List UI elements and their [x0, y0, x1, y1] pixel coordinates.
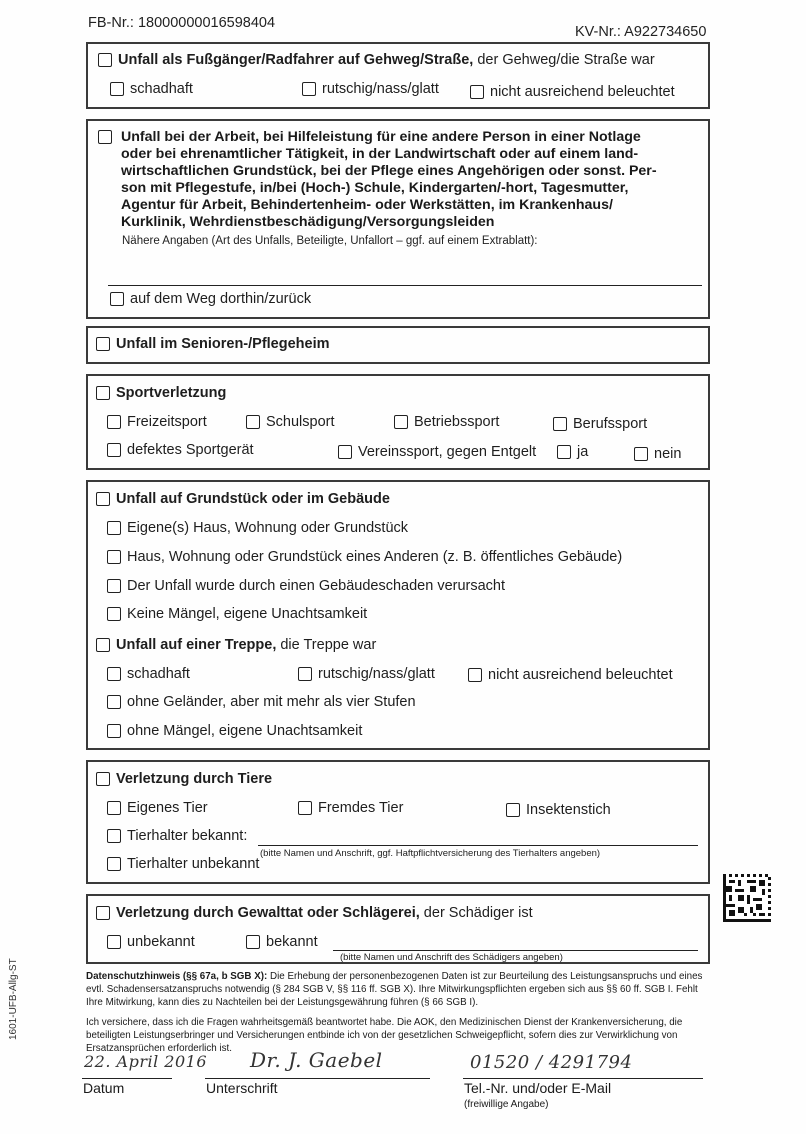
stairs-checkbox[interactable]: [96, 638, 110, 652]
checkbox[interactable]: [553, 417, 567, 431]
pedestrian-row: [98, 52, 655, 68]
stairs-option-3[interactable]: [107, 694, 416, 710]
animals-option-own[interactable]: [107, 800, 208, 816]
pedestrian-title-rest: der Gehweg/die Straße war: [473, 52, 655, 68]
sport-option-betrieb[interactable]: [394, 414, 499, 430]
property-option-1[interactable]: [107, 549, 622, 565]
declaration: Ich versichere, dass ich die Fragen wahrheitsgemäß beantwortet habe. Die AOK, den Medizinischen Dienst der Krankenversicherung, die beteiligten Leistungserbringer und Versicherungen entbinde ich von der gesetzlichen Schweigepflicht, sofern dies zur Verwirklichung von Ersatzansprüchen erforderlich ist.: [86, 1017, 683, 1054]
work-title: [121, 129, 711, 231]
option-label: Betriebssport: [414, 414, 500, 430]
checkbox[interactable]: [302, 82, 316, 96]
stairs-title-rest: die Treppe war: [276, 637, 377, 653]
option-label: Berufssport: [573, 416, 648, 432]
stairs-title: Unfall auf einer Treppe,: [116, 637, 277, 653]
property-checkbox[interactable]: [96, 492, 110, 506]
sport-option-ja[interactable]: [557, 444, 588, 460]
violence-checkbox[interactable]: [96, 906, 110, 920]
checkbox[interactable]: [246, 415, 260, 429]
option-label: schadhaft: [127, 666, 190, 682]
fb-number: FB-Nr.: 18000000016598404: [88, 15, 276, 31]
violence-title-row[interactable]: [96, 905, 533, 921]
option-label: unbekannt: [127, 934, 195, 950]
pedestrian-option-2[interactable]: [470, 84, 675, 100]
option-label: Keine Mängel, eigene Unachtsamkeit: [127, 606, 368, 622]
option-label: Fremdes Tier: [318, 800, 404, 816]
nursing-home-checkbox[interactable]: [96, 337, 110, 351]
work-title-line: son mit Pflegestufe, in/bei (Hoch-) Schule, Kindergarten/-hort, Tagesmutter,: [121, 180, 629, 196]
stairs-option-4[interactable]: [107, 723, 362, 739]
section-sport: [86, 374, 710, 470]
phone-line: [463, 1078, 703, 1079]
violence-title: Verletzung durch Gewalttat oder Schlägerei,: [116, 905, 420, 921]
violence-known-input-line[interactable]: [333, 950, 698, 951]
signature-line: [205, 1078, 430, 1079]
sport-option-nein[interactable]: [634, 446, 681, 462]
privacy-notice-title: Datenschutzhinweis (§§ 67a, b SGB X):: [86, 971, 268, 982]
phone-label: Tel.-Nr. und/oder E-Mail: [464, 1080, 612, 1096]
checkbox[interactable]: [468, 668, 482, 682]
animals-owner-input-line[interactable]: [258, 845, 698, 846]
checkbox[interactable]: [107, 801, 121, 815]
phone-value[interactable]: 01520 / 4291794: [470, 1052, 633, 1073]
work-title-line: wirtschaftlichen Grundstück, bei der Pflege eines Angehörigen oder sonst. Per-: [121, 163, 657, 179]
option-label: Tierhalter bekannt:: [127, 828, 248, 844]
pedestrian-checkbox[interactable]: [98, 53, 112, 67]
animals-title-row[interactable]: [96, 771, 272, 787]
pedestrian-title: Unfall als Fußgänger/Radfahrer auf Gehweg/Straße,: [118, 52, 474, 68]
checkbox[interactable]: [107, 724, 121, 738]
work-details-input-line[interactable]: [108, 285, 702, 286]
stairs-option-0[interactable]: [107, 666, 190, 682]
privacy-notice: [86, 970, 708, 1009]
option-label: Insektenstich: [526, 802, 611, 818]
option-label: ohne Geländer, aber mit mehr als vier Stufen: [127, 694, 416, 710]
animals-checkbox[interactable]: [96, 772, 110, 786]
option-label: Vereinssport, gegen Entgelt: [358, 444, 537, 460]
checkbox[interactable]: [107, 579, 121, 593]
work-title-line: Unfall bei der Arbeit, bei Hilfeleistung für eine andere Person in einer Notlage: [121, 129, 641, 145]
checkbox[interactable]: [107, 695, 121, 709]
date-line: [82, 1078, 172, 1079]
section-violence: [86, 894, 710, 964]
animals-owner-known[interactable]: [107, 828, 247, 844]
checkbox[interactable]: [110, 82, 124, 96]
checkbox[interactable]: [107, 521, 121, 535]
section-animals: [86, 760, 710, 884]
sport-title-row[interactable]: [96, 385, 226, 401]
option-label: auf dem Weg dorthin/zurück: [130, 291, 312, 307]
checkbox[interactable]: [506, 803, 520, 817]
checkbox[interactable]: [394, 415, 408, 429]
checkbox[interactable]: [110, 292, 124, 306]
property-title: Unfall auf Grundstück oder im Gebäude: [116, 491, 390, 507]
violence-option-known[interactable]: [246, 934, 318, 950]
sport-option-geraet[interactable]: [107, 442, 254, 458]
section-nursing-home: [86, 326, 710, 364]
option-label: nicht ausreichend beleuchtet: [488, 667, 673, 683]
checkbox[interactable]: [107, 829, 121, 843]
option-label: bekannt: [266, 934, 318, 950]
option-label: Schulsport: [266, 414, 335, 430]
property-option-0[interactable]: [107, 520, 408, 536]
pedestrian-option-0[interactable]: [110, 81, 193, 97]
date-value[interactable]: 22. April 2016: [84, 1052, 208, 1071]
option-label: nicht ausreichend beleuchtet: [490, 84, 675, 100]
nursing-home-title: Unfall im Senioren-/Pflegeheim: [116, 336, 330, 352]
violence-title-rest: der Schädiger ist: [419, 905, 533, 921]
form-code: 1601-UFB-Allg-ST: [8, 958, 19, 1040]
animals-title: Verletzung durch Tiere: [116, 771, 273, 787]
date-label: Datum: [83, 1080, 125, 1096]
checkbox[interactable]: [107, 443, 121, 457]
checkbox[interactable]: [557, 445, 571, 459]
option-label: Tierhalter unbekannt: [127, 856, 260, 872]
option-label: Haus, Wohnung oder Grundstück eines Anderen (z. B. öffentliches Gebäude): [127, 549, 623, 565]
checkbox[interactable]: [107, 550, 121, 564]
property-option-2[interactable]: [107, 578, 505, 594]
work-title-line: Agentur für Arbeit, Behindertenheim- oder Werkstätten, im Krankenhaus/: [121, 197, 613, 213]
sport-option-beruf[interactable]: [553, 416, 647, 432]
option-label: Freizeitsport: [127, 414, 207, 430]
sport-option-freizeit[interactable]: [107, 414, 207, 430]
sport-checkbox[interactable]: [96, 386, 110, 400]
checkbox[interactable]: [246, 935, 260, 949]
checkbox[interactable]: [107, 935, 121, 949]
property-title-row[interactable]: [96, 491, 390, 507]
checkbox[interactable]: [634, 447, 648, 461]
option-label: nein: [654, 446, 682, 462]
option-label: rutschig/nass/glatt: [322, 81, 439, 97]
stairs-title-row[interactable]: [96, 637, 376, 653]
checkbox[interactable]: [107, 857, 121, 871]
checkbox[interactable]: [338, 445, 352, 459]
option-label: ohne Mängel, eigene Unachtsamkeit: [127, 723, 363, 739]
animals-option-foreign[interactable]: [298, 800, 403, 816]
sport-option-verein[interactable]: [338, 444, 536, 460]
property-option-3[interactable]: [107, 606, 367, 622]
violence-option-unknown[interactable]: [107, 934, 195, 950]
work-title-line: oder bei ehrenamtlicher Tätigkeit, in der Landwirtschaft oder auf einem land-: [121, 146, 639, 162]
violence-hint: (bitte Namen und Anschrift des Schädigers angeben): [340, 952, 563, 963]
sport-option-schul[interactable]: [246, 414, 335, 430]
option-label: Der Unfall wurde durch einen Gebäudeschaden verursacht: [127, 578, 506, 594]
checkbox[interactable]: [298, 801, 312, 815]
animals-owner-hint: (bitte Namen und Anschrift, ggf. Haftpflichtversicherung des Tierhalters angeben): [260, 848, 601, 859]
option-label: Eigenes Tier: [127, 800, 208, 816]
stairs-option-1[interactable]: [298, 666, 435, 682]
signature-value[interactable]: Dr. J. Gaebel: [250, 1048, 383, 1072]
checkbox[interactable]: [470, 85, 484, 99]
option-label: Eigene(s) Haus, Wohnung oder Grundstück: [127, 520, 409, 536]
animals-owner-unknown[interactable]: [107, 856, 259, 872]
nursing-home-row[interactable]: [96, 336, 330, 352]
option-label: rutschig/nass/glatt: [318, 666, 435, 682]
section-property: [86, 480, 710, 750]
checkbox[interactable]: [107, 667, 121, 681]
option-label: schadhaft: [130, 81, 193, 97]
animals-option-insect[interactable]: [506, 802, 611, 818]
work-checkbox[interactable]: [98, 130, 112, 144]
kv-number: KV-Nr.: A922734650: [575, 24, 707, 40]
work-details-label: Nähere Angaben (Art des Unfalls, Beteiligte, Unfallort – ggf. auf einem Extrablatt):: [122, 235, 538, 247]
sport-title: Sportverletzung: [116, 385, 227, 401]
checkbox[interactable]: [107, 415, 121, 429]
option-label: defektes Sportgerät: [127, 442, 254, 458]
checkbox[interactable]: [107, 607, 121, 621]
section-work: [86, 119, 710, 319]
section-pedestrian: [86, 42, 710, 109]
pedestrian-option-1[interactable]: [302, 81, 439, 97]
work-commute-option[interactable]: [110, 291, 311, 307]
option-label: ja: [577, 444, 589, 460]
signature-label: Unterschrift: [206, 1080, 278, 1096]
phone-hint: (freiwillige Angabe): [464, 1099, 549, 1110]
datamatrix-code-icon: [723, 874, 771, 922]
stairs-option-2[interactable]: [468, 667, 673, 683]
checkbox[interactable]: [298, 667, 312, 681]
privacy-notice-text: Die Erhebung der personenbezogenen Daten ist zur Beurteilung des Leistungsanspruchs und eines evtl. Schadensersatzanspruchs notwendig (§ 284 SGB V, §§ 116 ff. SGB X). Ihre Mitwirkungspflichten ergeben sich aus §§ 60 ff. SGB I. Fehlt Ihre Mitwirkung, kann dies zu Nachteilen bei der Leistungsgewährung führen (§ 66 SGB I).: [86, 971, 703, 1008]
work-title-line: Kurklinik, Wehrdienstbeschädigung/Versorgungsleiden: [121, 214, 495, 230]
